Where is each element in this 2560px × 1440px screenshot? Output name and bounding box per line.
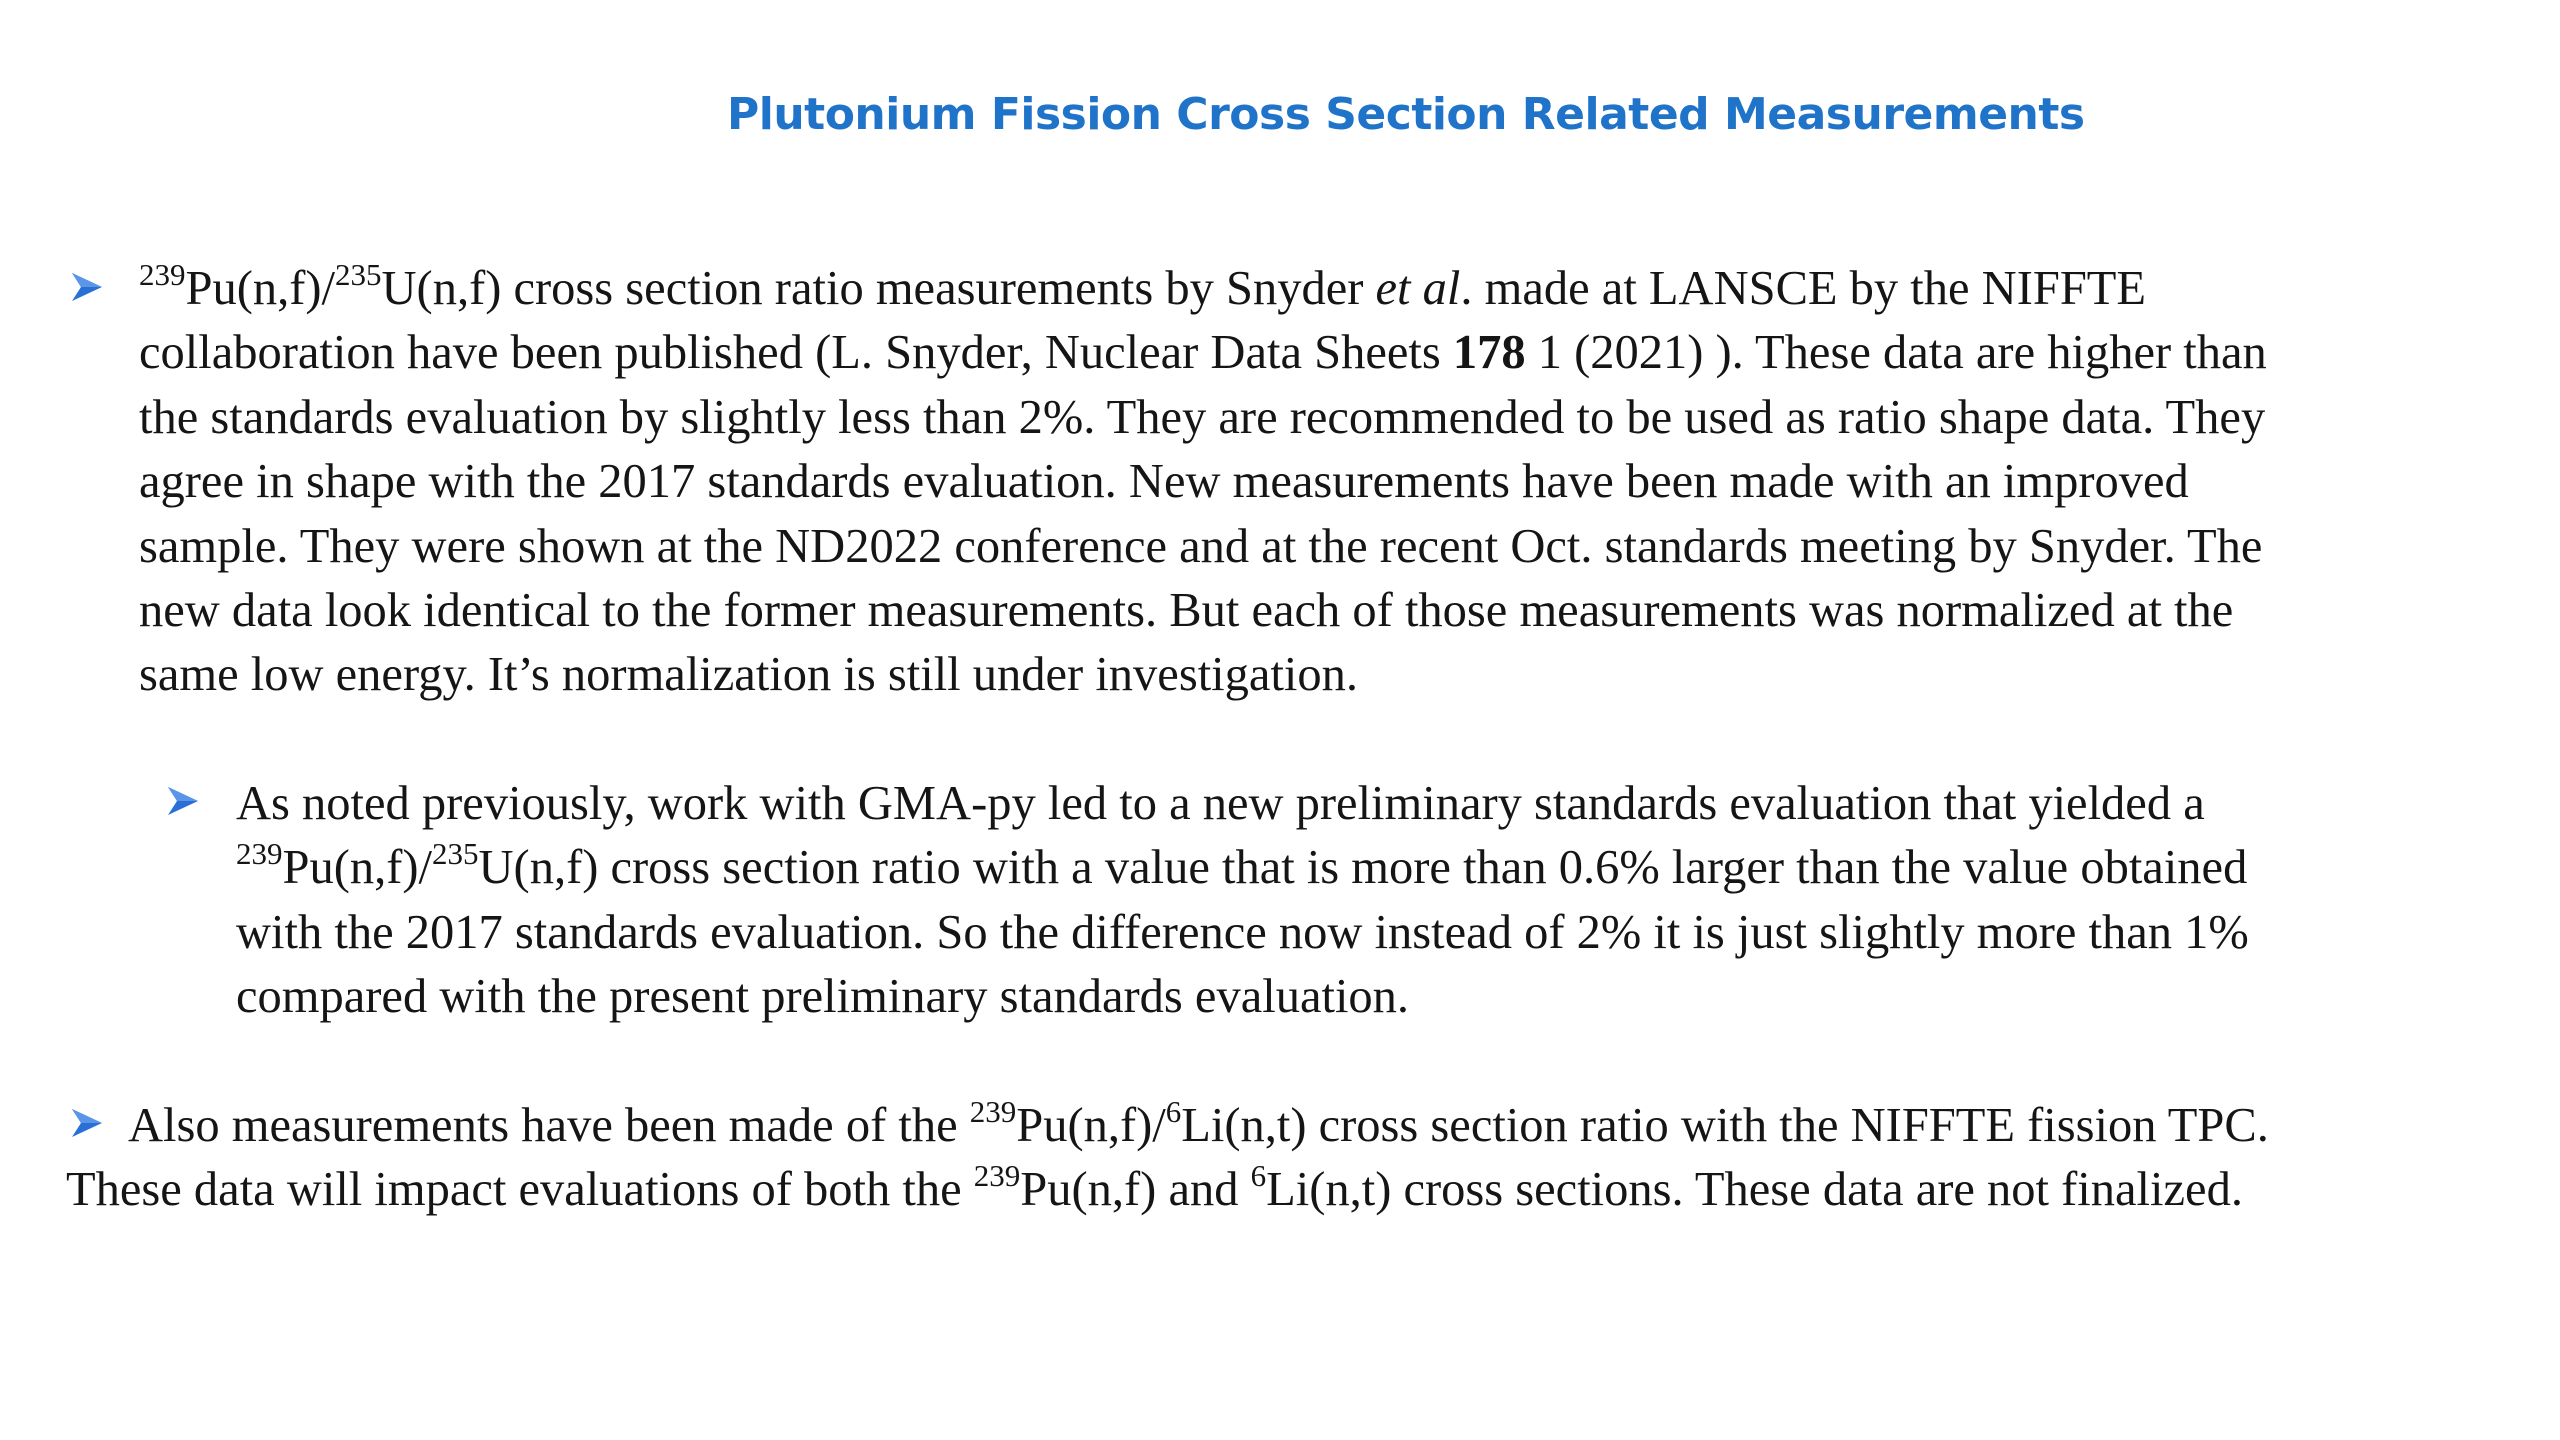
text-run: collaboration have been published (L. Snyder, Nuclear Data Sheets	[139, 326, 1453, 380]
text-run: Li(n,t) cross sections. These data are not finalized.	[1266, 1163, 2243, 1217]
paragraph-line	[139, 257, 2509, 321]
paragraph-line: As noted previously, work with GMA-py led to a new preliminary standards evaluation that yielded a	[236, 777, 2205, 830]
text-run: Pu(n,f)/	[1016, 1099, 1166, 1152]
text-run: U(n,f) cross section ratio with a value that is more than 0.6% larger than the value obtained	[478, 841, 2248, 895]
paragraph-line: compared with the present preliminary standards evaluation.	[236, 970, 1410, 1024]
text-run: Pu(n,f) and	[1020, 1163, 1251, 1217]
paragraph-li-ratio-measurements	[66, 1094, 2526, 1223]
arrow-bullet-icon	[70, 270, 104, 304]
paragraph-line: the standards evaluation by slightly less than 2%. They are recommended to be used as ratio shape data. They	[139, 390, 2266, 444]
superscript: 239	[973, 1158, 1021, 1194]
superscript: 239	[969, 1093, 1017, 1129]
paragraph-line	[236, 836, 2496, 900]
text-run: Also measurements have been made of the	[128, 1099, 970, 1152]
paragraph-line: same low energy. It’s normalization is still under investigation.	[139, 648, 1359, 702]
paragraph-snyder-measurements	[139, 257, 2509, 708]
italic-text: et al	[1375, 262, 1461, 315]
paragraph-line: agree in shape with the 2017 standards evaluation. New measurements have been made with an improved	[139, 455, 2189, 509]
arrow-bullet-icon	[166, 784, 200, 818]
paragraph-line	[66, 1158, 2526, 1222]
text-run: Li(n,t) cross section ratio with the NIFFTE fission TPC.	[1181, 1099, 2269, 1152]
bold-text: 178	[1452, 326, 1526, 380]
text-run: 1 (2021) ). These data are higher than	[1525, 326, 2267, 380]
superscript: 239	[139, 256, 186, 292]
superscript: 6	[1250, 1158, 1267, 1194]
paragraph-line: with the 2017 standards evaluation. So the difference now instead of 2% it is just slightly more than 1%	[236, 905, 2249, 959]
text-run: Pu(n,f)/	[185, 262, 336, 315]
paragraph-line	[139, 321, 2509, 385]
superscript: 235	[432, 836, 479, 872]
text-run: . made at LANSCE by the NIFFTE	[1460, 262, 2147, 315]
superscript: 235	[335, 256, 382, 292]
slide-title: Plutonium Fission Cross Section Related Measurements	[727, 89, 2085, 140]
paragraph-line	[66, 1094, 2526, 1158]
superscript: 6	[1165, 1093, 1182, 1129]
text-run: Pu(n,f)/	[282, 841, 433, 895]
paragraph-line: sample. They were shown at the ND2022 conference and at the recent Oct. standards meeting by Snyder. The	[139, 519, 2263, 573]
text-run: These data will impact evaluations of both the	[66, 1163, 974, 1217]
text-run: U(n,f) cross section ratio measurements by Snyder	[381, 262, 1376, 315]
superscript: 239	[236, 836, 283, 872]
paragraph-line: new data look identical to the former measurements. But each of those measurements was normalized at the	[139, 584, 2234, 638]
paragraph-gma-py-evaluation	[236, 772, 2496, 1030]
